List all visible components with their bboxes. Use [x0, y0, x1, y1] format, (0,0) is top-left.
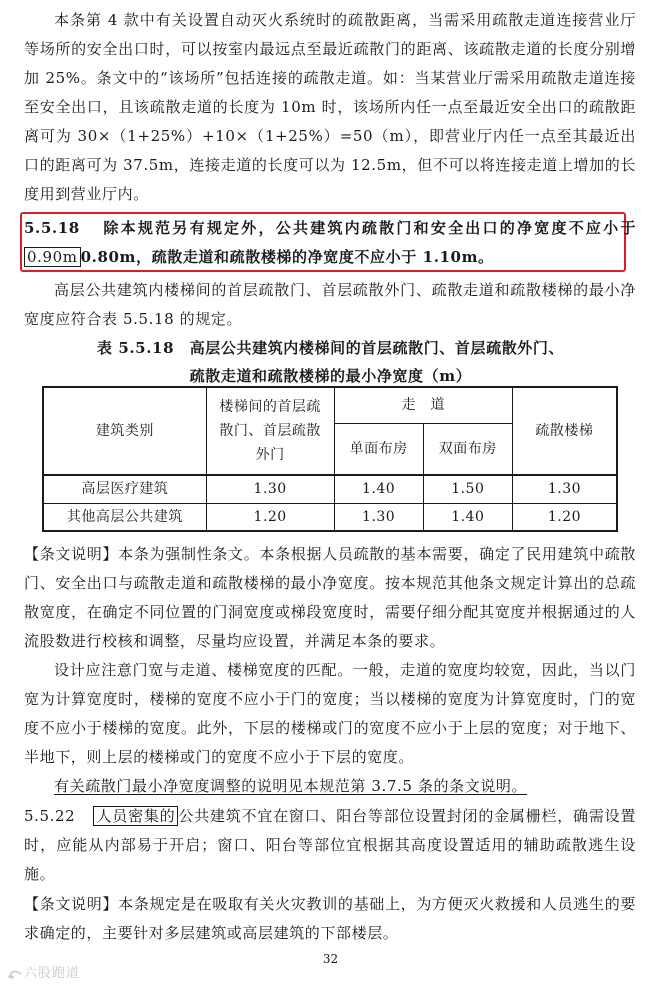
watermark-logo-icon — [8, 968, 22, 980]
paragraph-highrise-requirement: 高层公共建筑内楼梯间的首层疏散门、首层疏散外门、疏散走道和疏散楼梯的最小净宽度应符合表 5.5.18 的规定。 — [24, 281, 636, 328]
clause-5-5-18 — [24, 214, 636, 272]
header-double: 双面布房 — [423, 423, 512, 475]
cell-double: 1.50 — [423, 475, 512, 503]
header-corridor: 走 道 — [334, 387, 512, 423]
watermark — [8, 962, 80, 981]
header-category: 建筑类别 — [43, 387, 206, 475]
width-table — [42, 386, 618, 532]
clause-text-a: 除本规范另有规定外，公共建筑内疏散门和安全出口的净宽度不应小于 — [101, 219, 636, 237]
cell-category: 高层医疗建筑 — [43, 475, 206, 503]
new-value: 0.80m — [80, 248, 137, 266]
cell-double: 1.40 — [423, 503, 512, 531]
cell-door: 1.30 — [206, 475, 334, 503]
watermark-text: 六股跑道 — [24, 966, 81, 981]
paragraph-width-matching: 设计应注意门宽与走道、楼梯宽度的匹配。一般，走道的宽度均较宽，因此，当以门宽为计算宽度时，楼梯的宽度不应小于门的宽度；当以楼梯的宽度为计算宽度时，门的宽度不应小于楼梯的宽度。此外，下层的楼梯或门的宽度不应小于上层的宽度；对于地下、半地下，则上层的楼梯或门的宽度不应小于下层的宽度。 — [24, 661, 636, 766]
cell-single: 1.40 — [334, 475, 423, 503]
table-row — [43, 475, 617, 503]
paragraph-article-4-explanation: 本条第 4 款中有关设置自动灭火系统时的疏散距离，当需采用疏散走道连接营业厅等场所的安全出口时，可以按室内最远点至最近疏散门的距离、该疏散走道的长度分别增加 25%。条文中的“该场所”包括连接的疏散走道。如：当某营业厅需采用疏散走道连接至安全出口，且该疏散走道的长度为 10m 时，该场所内任一点至最近安全出口的疏散距离可为 30×（1+25%）+10×（1+25%）=50（m），即营业厅内任一点至其最近出口的距离可为 37.5m，连接走道的长度可以为 12.5m，但不可以将连接走道上增加的长度用到营业厅内。 — [24, 11, 636, 203]
header-single: 单面布房 — [334, 423, 423, 475]
clause-5-5-22 — [24, 802, 636, 889]
clause-explanation-2: 【条文说明】本条规定是在吸取有关火灾教训的基础上，为方便灭火救援和人员逃生的要求确定的，主要针对多层建筑或高层建筑的下部楼层。 — [24, 895, 636, 942]
cross-reference-text: 有关疏散门最小净宽度调整的说明见本规范第 3.7.5 条的条文说明。 — [54, 777, 528, 795]
clause-text: 公共建筑不宜在窗口、阳台等部位设置封闭的金属栅栏，确需设置时，应能从内部易于开启；窗口、阳台等部位宜根据其高度设置适用的辅助疏散逃生设施。 — [24, 807, 636, 883]
cell-stair: 1.30 — [512, 475, 617, 503]
paragraph-cross-reference — [24, 772, 636, 801]
cell-category: 其他高层公共建筑 — [43, 503, 206, 531]
cell-single: 1.30 — [334, 503, 423, 531]
header-stair: 疏散楼梯 — [512, 387, 617, 475]
page-number: 32 — [322, 952, 339, 966]
clause-text-b: ，疏散走道和疏散楼梯的净宽度不应小于 1.10m。 — [136, 248, 494, 266]
old-value-boxed: 0.90m — [24, 247, 81, 267]
boxed-phrase: 人员密集的 — [93, 806, 178, 826]
clause-explanation-1: 【条文说明】本条为强制性条文。本条根据人员疏散的基本需要，确定了民用建筑中疏散门、安全出口与疏散走道和疏散楼梯的最小净宽度。按本规范其他条文规定计算出的总疏散宽度，在确定不同位置的门洞宽度或梯段宽度时，需要仔细分配其宽度并根据通过的人流股数进行校核和调整，尽量均应设置，并满足本条的要求。 — [24, 545, 636, 650]
cell-door: 1.20 — [206, 503, 334, 531]
clause-number: 5.5.22 — [24, 807, 76, 825]
table-caption-line2: 疏散走道和疏散楼梯的最小净宽度（m） — [189, 367, 472, 385]
clause-number: 5.5.18 — [24, 219, 80, 237]
table-row — [43, 503, 617, 531]
cell-stair: 1.20 — [512, 503, 617, 531]
table-caption-line1: 表 5.5.18 高层公共建筑内楼梯间的首层疏散门、首层疏散外门、 — [96, 339, 565, 357]
header-door: 楼梯间的首层疏散门、首层疏散外门 — [206, 387, 334, 475]
